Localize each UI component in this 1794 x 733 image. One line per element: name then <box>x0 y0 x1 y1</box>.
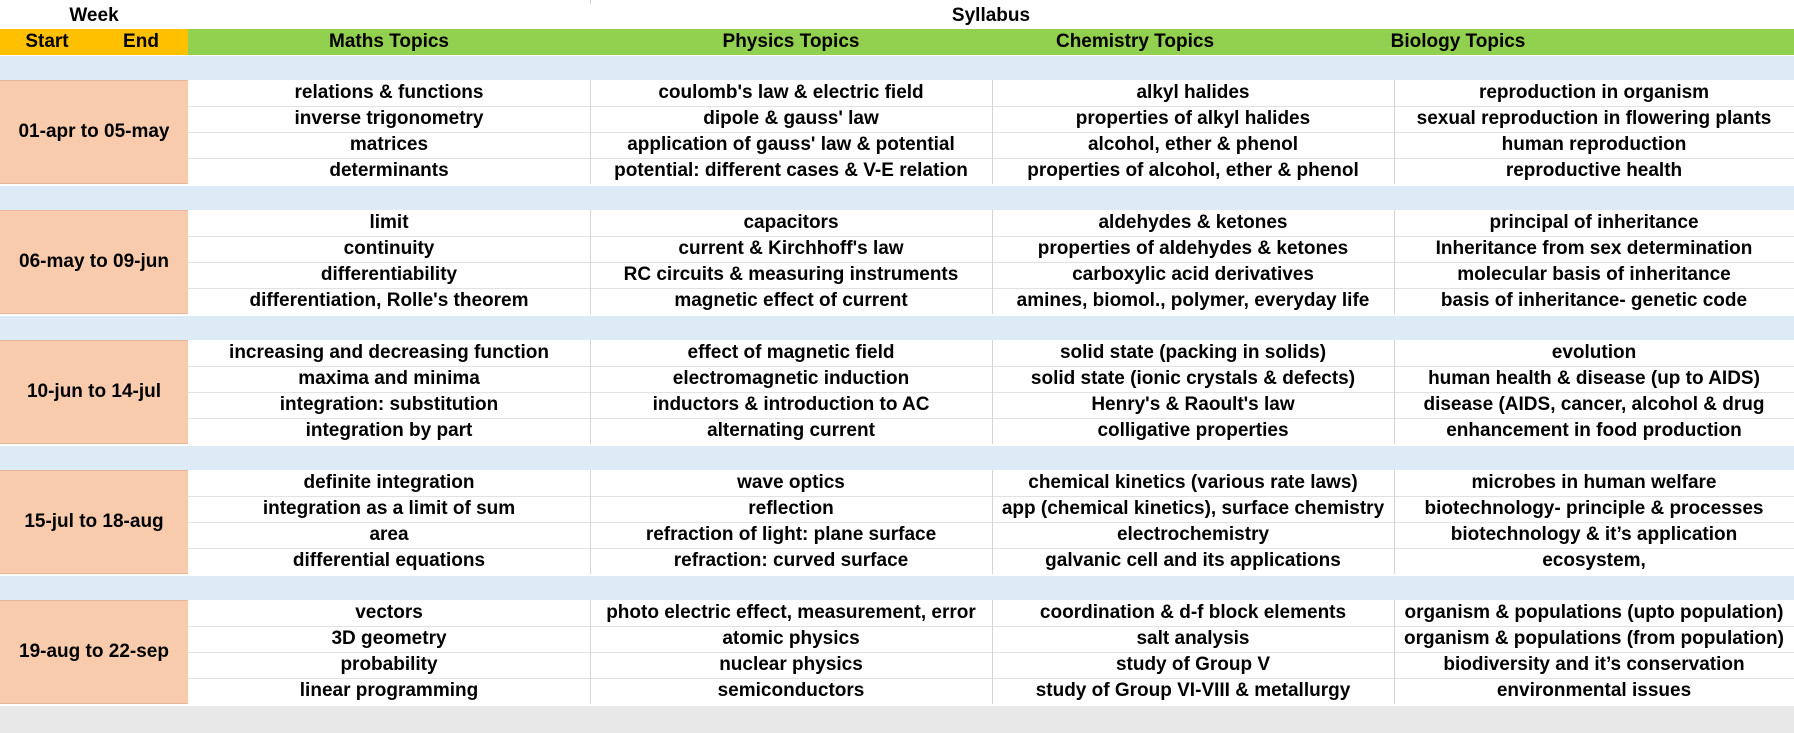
topic-cell[interactable]: properties of aldehydes & ketones <box>1037 238 1349 259</box>
column-gridline <box>1394 210 1395 314</box>
topic-cell[interactable]: inductors & introduction to AC <box>652 394 930 415</box>
topic-cell[interactable]: vectors <box>355 602 423 623</box>
topic-cell[interactable]: enhancement in food production <box>1446 420 1742 441</box>
topic-cell[interactable]: 3D geometry <box>331 628 447 649</box>
topic-cell[interactable]: determinants <box>329 160 449 181</box>
topic-cell[interactable]: biotechnology- principle & processes <box>1424 498 1764 519</box>
topic-cell[interactable]: atomic physics <box>722 628 860 649</box>
topic-cell[interactable]: potential: different cases & V-E relation <box>614 160 968 181</box>
topic-cell[interactable]: integration: substitution <box>279 394 499 415</box>
topic-cell[interactable]: principal of inheritance <box>1489 212 1699 233</box>
topic-cell[interactable]: differentiability <box>320 264 458 285</box>
topic-cell[interactable]: maxima and minima <box>298 368 480 389</box>
column-gridline <box>992 470 993 574</box>
row-gridline <box>188 366 1794 367</box>
topic-cell[interactable]: coulomb's law & electric field <box>658 82 924 103</box>
topic-cell[interactable]: capacitors <box>743 212 839 233</box>
topic-cell[interactable]: photo electric effect, measurement, error <box>606 602 976 623</box>
physics-topics-header[interactable]: Physics Topics <box>722 31 860 52</box>
row-gridline <box>188 392 1794 393</box>
topic-cell[interactable]: electromagnetic induction <box>672 368 910 389</box>
topic-cell[interactable]: alcohol, ether & phenol <box>1087 134 1299 155</box>
row-gridline <box>188 132 1794 133</box>
column-gridline <box>992 210 993 314</box>
week-range-cell[interactable]: 01-apr to 05-may <box>0 80 188 184</box>
topic-cell[interactable]: current & Kirchhoff's law <box>678 238 904 259</box>
subject-header-row <box>188 29 1794 55</box>
column-gridline <box>590 600 591 704</box>
topic-cell[interactable]: reproduction in organism <box>1478 82 1710 103</box>
start-end-header[interactable] <box>0 29 188 55</box>
topic-cell[interactable]: coordination & d-f block elements <box>1039 602 1347 623</box>
row-gridline <box>188 522 1794 523</box>
topic-cell[interactable]: definite integration <box>303 472 475 493</box>
row-gridline <box>188 236 1794 237</box>
topic-cell[interactable]: refraction: curved surface <box>673 550 909 571</box>
topic-cell[interactable]: probability <box>340 654 438 675</box>
topic-cell[interactable]: microbes in human welfare <box>1471 472 1717 493</box>
row-gridline <box>188 158 1794 159</box>
topic-cell[interactable]: basis of inheritance- genetic code <box>1440 290 1748 311</box>
row-gridline <box>188 548 1794 549</box>
topic-cell[interactable]: area <box>369 524 409 545</box>
topic-cell[interactable]: galvanic cell and its applications <box>1045 550 1341 571</box>
chemistry-topics-header[interactable]: Chemistry Topics <box>1055 31 1215 52</box>
column-gridline <box>992 600 993 704</box>
column-gridline <box>992 340 993 444</box>
topic-cell[interactable]: human reproduction <box>1501 134 1687 155</box>
sheet-bottom-strip <box>0 706 1794 733</box>
row-gridline <box>188 626 1794 627</box>
week-separator <box>0 56 1794 80</box>
column-gridline <box>1394 80 1395 184</box>
topic-cell[interactable]: alternating current <box>707 420 875 441</box>
column-gridline <box>590 80 591 184</box>
topic-cell[interactable]: colligative properties <box>1097 420 1289 441</box>
topic-cell[interactable]: organism & populations (from population) <box>1404 628 1784 649</box>
topic-cell[interactable]: evolution <box>1551 342 1637 363</box>
topic-cell[interactable]: study of Group VI-VIII & metallurgy <box>1035 680 1351 701</box>
topic-cell[interactable]: electrochemistry <box>1116 524 1270 545</box>
row-gridline <box>188 496 1794 497</box>
topic-cell[interactable]: nuclear physics <box>719 654 863 675</box>
topic-cell[interactable]: differential equations <box>292 550 486 571</box>
topic-cell[interactable]: organism & populations (upto population) <box>1404 602 1784 623</box>
column-gridline <box>590 340 591 444</box>
week-separator <box>0 316 1794 340</box>
topic-cell[interactable]: RC circuits & measuring instruments <box>623 264 959 285</box>
topic-cell[interactable]: relations & functions <box>294 82 484 103</box>
column-gridline <box>590 0 591 4</box>
column-gridline <box>590 210 591 314</box>
topic-cell[interactable]: reflection <box>748 498 834 519</box>
row-gridline <box>188 262 1794 263</box>
topic-cell[interactable]: solid state (ionic crystals & defects) <box>1030 368 1356 389</box>
column-gridline <box>1394 600 1395 704</box>
topic-cell[interactable]: dipole & gauss' law <box>703 108 879 129</box>
biology-topics-header[interactable]: Biology Topics <box>1390 31 1526 52</box>
row-gridline <box>188 652 1794 653</box>
topic-cell[interactable]: amines, biomol., polymer, everyday life <box>1016 290 1370 311</box>
week-range-cell[interactable]: 10-jun to 14-jul <box>0 340 188 444</box>
topic-cell[interactable]: integration by part <box>305 420 473 441</box>
topic-cell[interactable]: increasing and decreasing function <box>229 342 549 363</box>
topic-cell[interactable]: salt analysis <box>1136 628 1250 649</box>
topic-cell[interactable]: molecular basis of inheritance <box>1457 264 1731 285</box>
column-gridline <box>590 470 591 574</box>
topic-cell[interactable]: magnetic effect of current <box>674 290 908 311</box>
topic-cell[interactable]: linear programming <box>299 680 479 701</box>
topic-cell[interactable]: differentiation, Rolle's theorem <box>249 290 529 311</box>
topic-cell[interactable]: properties of alkyl halides <box>1075 108 1311 129</box>
topic-cell[interactable]: properties of alcohol, ether & phenol <box>1027 160 1359 181</box>
topic-cell[interactable]: aldehydes & ketones <box>1098 212 1288 233</box>
row-gridline <box>188 106 1794 107</box>
topic-cell[interactable]: Inheritance from sex determination <box>1435 238 1753 259</box>
week-separator <box>0 576 1794 600</box>
topic-cell[interactable]: application of gauss' law & potential <box>627 134 955 155</box>
topic-cell[interactable]: matrices <box>349 134 429 155</box>
topic-cell[interactable]: refraction of light: plane surface <box>645 524 937 545</box>
topic-cell[interactable]: semiconductors <box>717 680 865 701</box>
week-range-cell[interactable]: 15-jul to 18-aug <box>0 470 188 574</box>
topic-cell[interactable]: alkyl halides <box>1136 82 1250 103</box>
topic-cell[interactable]: chemical kinetics (various rate laws) <box>1028 472 1358 493</box>
week-header[interactable]: Week <box>69 5 119 26</box>
topic-cell[interactable]: solid state (packing in solids) <box>1059 342 1327 363</box>
topic-cell[interactable]: biodiversity and it’s conservation <box>1443 654 1745 675</box>
maths-topics-header[interactable]: Maths Topics <box>329 31 449 52</box>
column-gridline <box>1394 340 1395 444</box>
syllabus-header[interactable]: Syllabus <box>951 5 1031 26</box>
topic-cell[interactable]: reproductive health <box>1505 160 1683 181</box>
row-gridline <box>188 418 1794 419</box>
topic-cell[interactable]: disease (AIDS, cancer, alcohol & drug <box>1423 394 1765 415</box>
week-range-cell[interactable]: 19-aug to 22-sep <box>0 600 188 704</box>
week-separator <box>0 186 1794 210</box>
topic-cell[interactable]: limit <box>369 212 409 233</box>
column-gridline <box>992 80 993 184</box>
row-gridline <box>188 288 1794 289</box>
topic-cell[interactable]: Henry's & Raoult's law <box>1091 394 1295 415</box>
topic-cell[interactable]: sexual reproduction in flowering plants <box>1416 108 1772 129</box>
row-gridline <box>188 678 1794 679</box>
week-separator <box>0 446 1794 470</box>
topic-cell[interactable]: effect of magnetic field <box>687 342 895 363</box>
topic-cell[interactable]: app (chemical kinetics), surface chemistry <box>1001 498 1385 519</box>
end-header: End <box>123 31 159 52</box>
topic-cell[interactable]: environmental issues <box>1496 680 1692 701</box>
topic-cell[interactable]: ecosystem, <box>1542 550 1646 571</box>
topic-cell[interactable]: integration as a limit of sum <box>262 498 516 519</box>
topic-cell[interactable]: continuity <box>343 238 435 259</box>
topic-cell[interactable]: biotechnology & it’s application <box>1450 524 1738 545</box>
topic-cell[interactable]: study of Group V <box>1115 654 1271 675</box>
column-gridline <box>1394 470 1395 574</box>
topic-cell[interactable]: wave optics <box>737 472 845 493</box>
topic-cell[interactable]: inverse trigonometry <box>294 108 484 129</box>
topic-cell[interactable]: carboxylic acid derivatives <box>1072 264 1314 285</box>
topic-cell[interactable]: human health & disease (up to AIDS) <box>1428 368 1760 389</box>
week-range-cell[interactable]: 06-may to 09-jun <box>0 210 188 314</box>
start-header: Start <box>25 31 69 52</box>
